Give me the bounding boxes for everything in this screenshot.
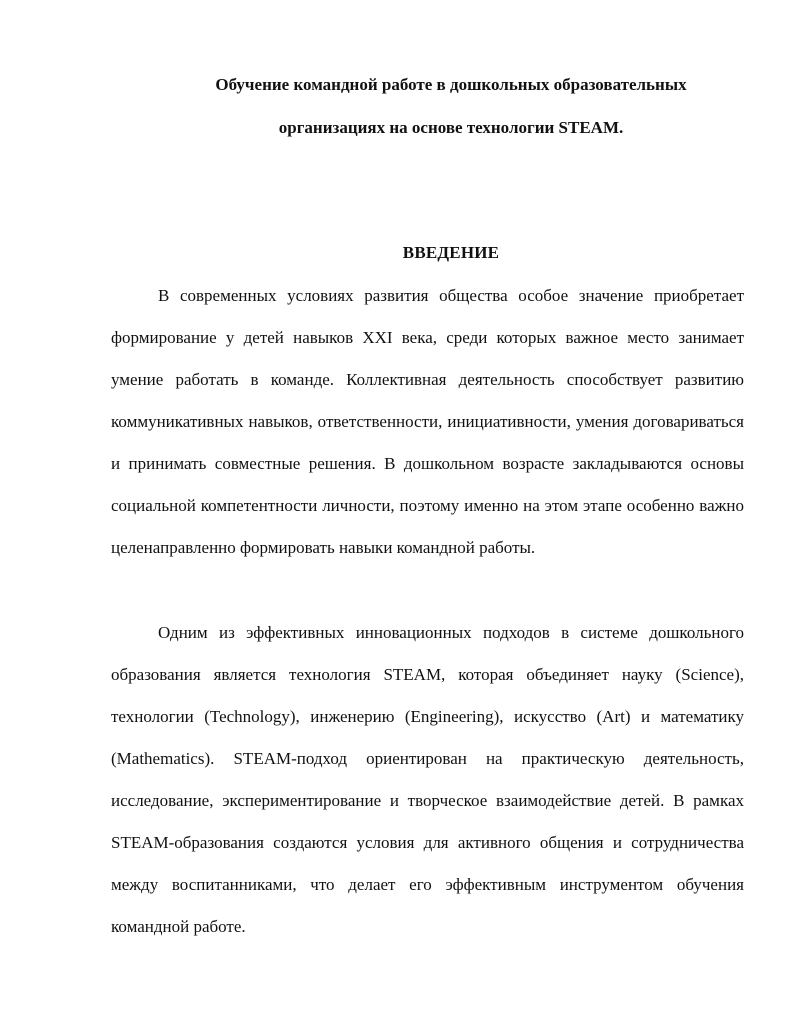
paragraph-2-text: Одним из эффективных инновационных подходов в системе дошкольного образования является технология STEAM, которая объединяет науку (Science), технологии (Technology), инженерию (Engineering), искусство (Art) и математику (Mathematics). STEAM-подход ориентирован на практическую деятельность, исследование, экспериментирование и творческое взаимодействие детей. В рамках STEAM-образования создаются условия для активного общения и сотрудничества между воспитанниками, что делает его эффективным инструментом обучения командной работе. (111, 623, 744, 936)
paragraph-1-text: В современных условиях развития общества особое значение приобретает формирование у детей навыков XXI века, среди которых важное место занимает умение работать в команде. Коллективная деятельность способствует развитию коммуникативных навыков, ответственности, инициативности, умения договариваться и принимать совместные решения. В дошкольном возрасте закладываются основы социальной компетентности личности, поэтому именно на этом этапе особенно важно целенаправленно формировать навыки командной работы. (111, 286, 744, 557)
paragraph-2 (111, 612, 744, 948)
document-title-line-1: Обучение командной работе в дошкольных образовательных (215, 75, 687, 94)
paragraph-1 (111, 275, 744, 569)
document-title-line-2: организациях на основе технологии STEAM. (278, 118, 624, 137)
section-heading: ВВЕДЕНИЕ (402, 243, 500, 262)
